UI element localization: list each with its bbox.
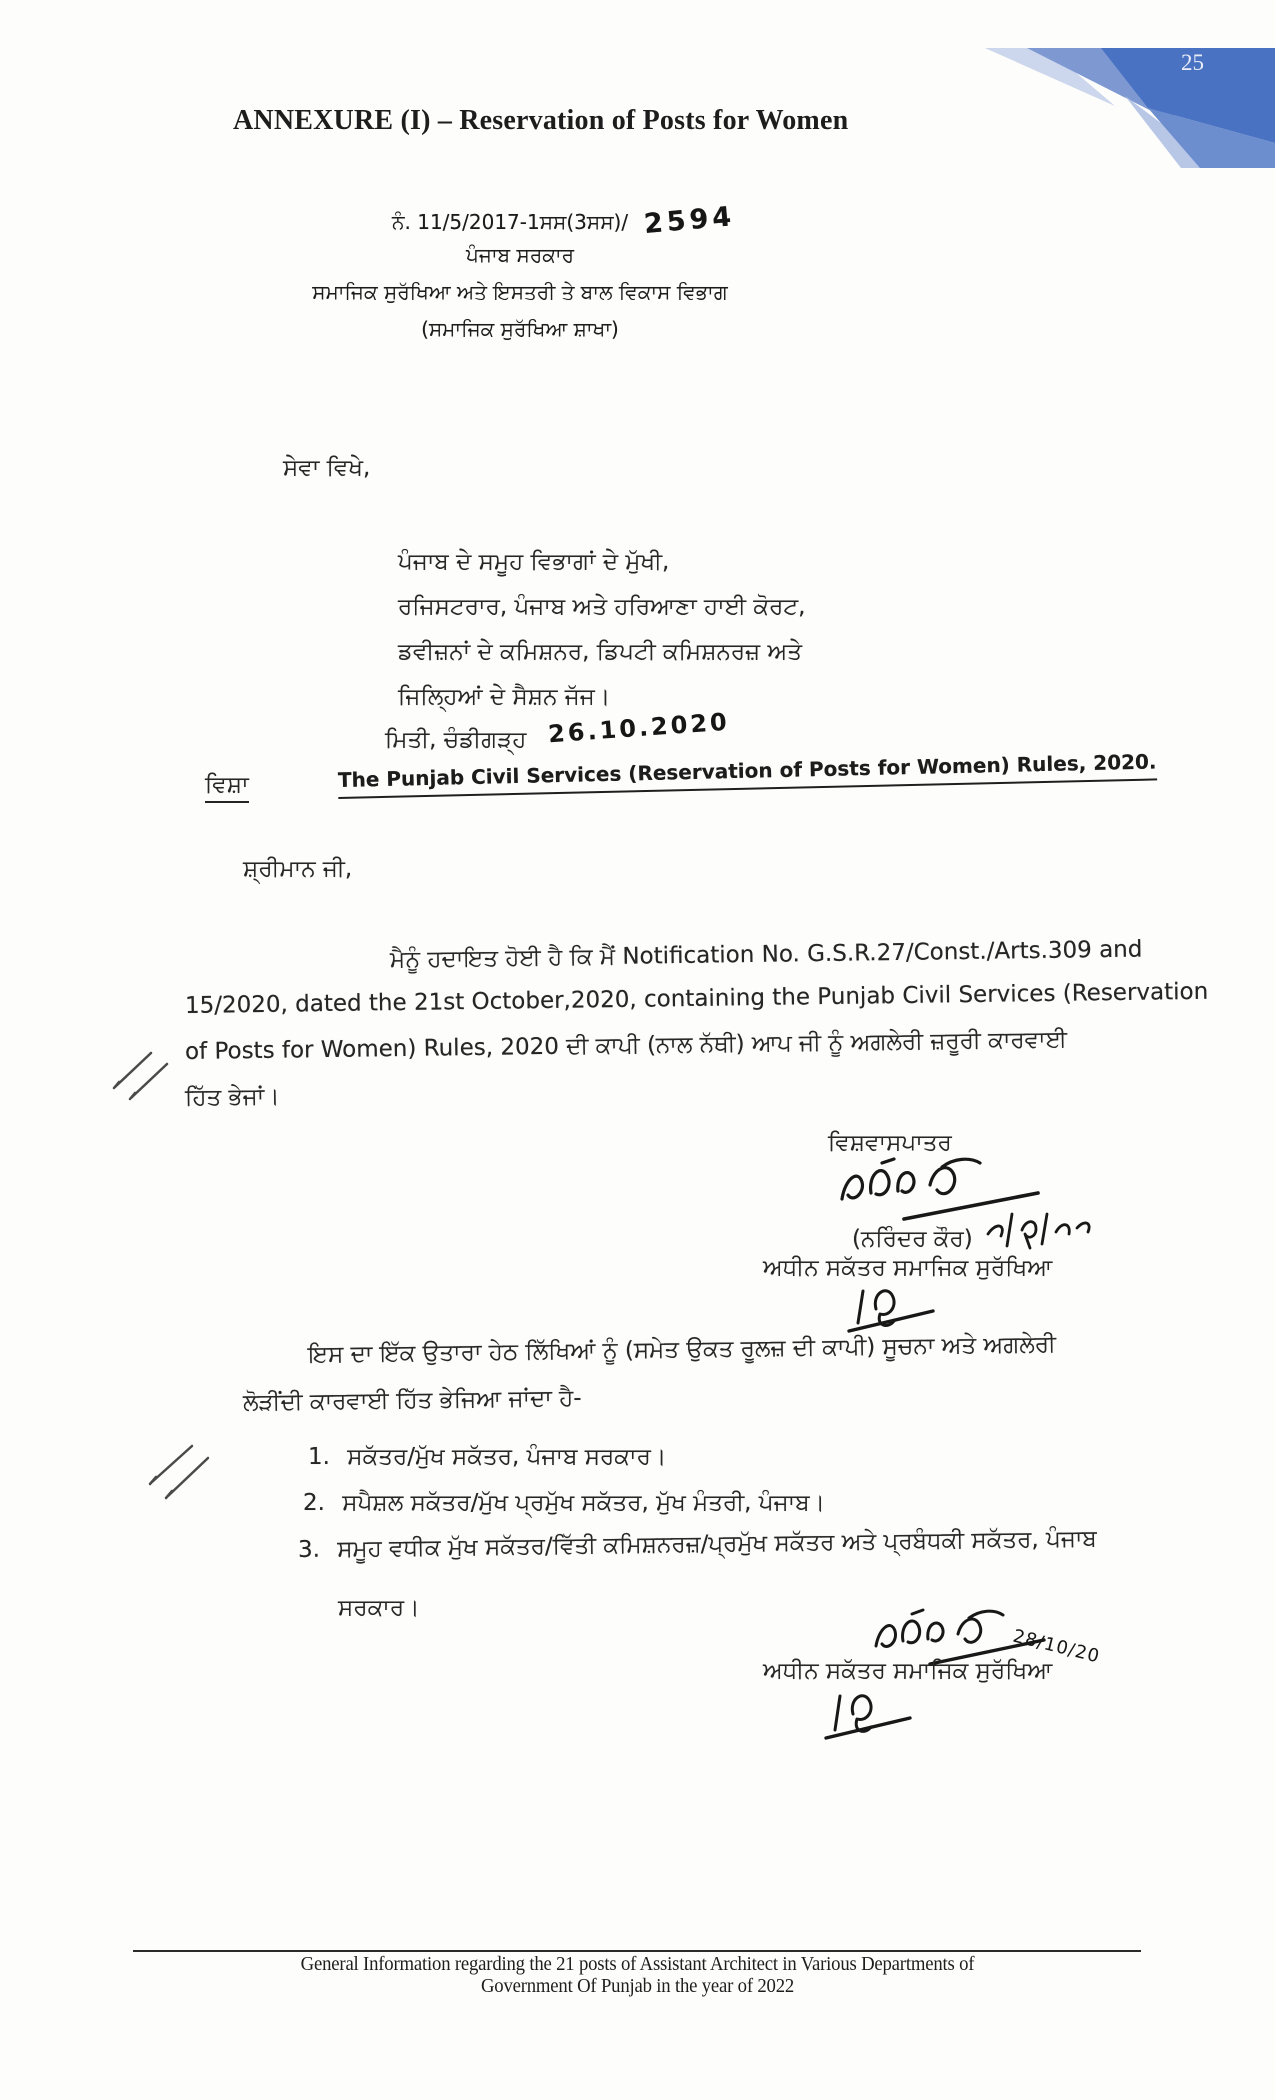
file-number: ਨੰ. 11/5/2017-1ਸਸ(3ਸਸ)/	[392, 210, 629, 234]
footer-divider	[133, 1950, 1141, 1952]
signatory-name: (ਨਰਿੰਦਰ ਕੌਰ)	[852, 1226, 973, 1252]
recipient-line: ਪੰਜਾਬ ਦੇ ਸਮੂਹ ਵਿਭਾਗਾਂ ਦੇ ਮੁੱਖੀ,	[398, 549, 670, 575]
margin-pencil-mark	[105, 1042, 175, 1102]
list-number: 3.	[297, 1536, 321, 1563]
page-number: 25	[1181, 50, 1204, 75]
body-paragraph1-line: 15/2020, dated the 21st October,2020, containing the Punjab Civil Services (Reservation	[184, 978, 1209, 1019]
recipients-block	[398, 540, 805, 720]
handwritten-file-number: 2594	[643, 201, 737, 240]
footer-line: General Information regarding the 21 posts of Assistant Architect in Various Departments of	[300, 1954, 975, 1975]
copy-list-item	[308, 1444, 666, 1470]
body-paragraph2-line: ਲੋੜੀਂਦੀ ਕਾਰਵਾਈ ਹਿੱਤ ਭੇਜਿਆ ਜਾਂਦਾ ਹੈ-	[242, 1385, 582, 1416]
department-line: ਸਮਾਜਿਕ ਸੁਰੱਖਿਆ ਅਤੇ ਇਸਤਰੀ ਤੇ ਬਾਲ ਵਿਕਾਸ ਵਿਭਾਗ	[312, 280, 728, 304]
recipient-line: ਡਵੀਜ਼ਨਾਂ ਦੇ ਕਮਿਸ਼ਨਰ, ਡਿਪਟੀ ਕਮਿਸ਼ਨਰਜ਼ ਅਤੇ	[398, 639, 802, 665]
branch-line: (ਸਮਾਜਿਕ ਸੁਰੱਖਿਆ ਸ਼ਾਖਾ)	[421, 317, 619, 341]
signatory-designation: ਅਧੀਨ ਸਕੱਤਰ ਸਮਾਜਿਕ ਸੁਰੱਖਿਆ	[763, 1255, 1053, 1281]
subject-label: ਵਿਸ਼ਾ	[205, 772, 249, 803]
body-paragraph1-line: of Posts for Women) Rules, 2020 ਦੀ ਕਾਪੀ (ਨਾਲ ਨੱਥੀ) ਆਪ ਜੀ ਨੂੰ ਅਗਲੇਰੀ ਜ਼ਰੂਰੀ ਕਾਰਵਾਈ	[184, 1026, 1068, 1065]
signatory-name-row	[852, 1210, 1094, 1252]
government-line: ਪੰਜਾਬ ਸਰਕਾਰ	[466, 243, 574, 267]
list-text: ਸਕੱਤਰ/ਮੁੱਖ ਸਕੱਤਰ, ਪੰਜਾਬ ਸਰਕਾਰ।	[347, 1444, 667, 1470]
date-label: ਮਿਤੀ, ਚੰਡੀਗੜ੍ਹ	[385, 727, 527, 753]
copy-list-item-continuation: ਸਰਕਾਰ।	[338, 1595, 420, 1621]
recipient-line: ਜਿਲ੍ਹਿਆਂ ਦੇ ਸੈਸ਼ਨ ਜੱਜ।	[398, 684, 611, 710]
copy-list-item	[303, 1490, 825, 1516]
name-side-scribble	[984, 1210, 1094, 1252]
body-paragraph1-line: ਹਿੱਤ ਭੇਜਾਂ।	[184, 1083, 280, 1111]
list-text: ਸਮੂਹ ਵਧੀਕ ਮੁੱਖ ਸਕੱਤਰ/ਵਿੱਤੀ ਕਮਿਸ਼ਨਰਜ਼/ਪ੍ਰਮੁੱਖ ਸਕੱਤਰ ਅਤੇ ਪ੍ਰਬੰਧਕੀ ਸਕੱਤਰ, ਪੰਜਾਬ	[337, 1525, 1097, 1563]
annexure-title: ANNEXURE (I) – Reservation of Posts for Women	[233, 105, 849, 136]
corner-triangles-decoration	[985, 48, 1275, 168]
list-number: 1.	[308, 1444, 330, 1470]
salutation: ਸ਼੍ਰੀਮਾਨ ਜੀ,	[243, 856, 353, 882]
file-number-line	[392, 201, 737, 240]
initial-flourish	[822, 1686, 917, 1744]
closing-label: ਵਿਸ਼ਵਾਸਪਾਤਰ	[828, 1130, 952, 1156]
recipient-line: ਰਜਿਸਟਰਾਰ, ਪੰਜਾਬ ਅਤੇ ਹਰਿਆਣਾ ਹਾਈ ਕੋਰਟ,	[398, 594, 806, 620]
body-paragraph2-line: ਇਸ ਦਾ ਇੱਕ ਉਤਾਰਾ ਹੇਠ ਲਿੱਖਿਆਂ ਨੂੰ (ਸਮੇਤ ਉਕਤ ਰੂਲਜ਼ ਦੀ ਕਾਪੀ) ਸੂਚਨਾ ਅਤੇ ਅਗਲੇਰੀ	[307, 1331, 1057, 1368]
footer-line: Government Of Punjab in the year of 2022	[480, 1976, 795, 1997]
margin-pencil-mark	[138, 1432, 218, 1502]
body-paragraph1-line: ਮੈਨੂੰ ਹਦਾਇਤ ਹੋਈ ਹੈ ਕਿ ਮੈਂ Notification No. G.S.R.27/Const./Arts.309 and	[389, 936, 1143, 973]
list-text: ਸਪੈਸ਼ਲ ਸਕੱਤਰ/ਮੁੱਖ ਪ੍ਰਮੁੱਖ ਸਕੱਤਰ, ਮੁੱਖ ਮੰਤਰੀ, ਪੰਜਾਬ।	[342, 1490, 826, 1516]
signatory-designation: ਅਧੀਨ ਸਕੱਤਰ ਸਮਾਜਿਕ ਸੁਰੱਖਿਆ	[763, 1658, 1053, 1684]
initial-flourish	[845, 1283, 940, 1338]
to-label: ਸੇਵਾ ਵਿਖੇ,	[283, 455, 371, 481]
subject-text: The Punjab Civil Services (Reservation of Posts for Women) Rules, 2020.	[338, 749, 1157, 799]
list-number: 2.	[303, 1490, 325, 1516]
handwritten-date: 26.10.2020	[547, 707, 731, 749]
signature-date-scribble: 28/10/20	[1010, 1625, 1103, 1668]
copy-list-item	[298, 1526, 1097, 1563]
